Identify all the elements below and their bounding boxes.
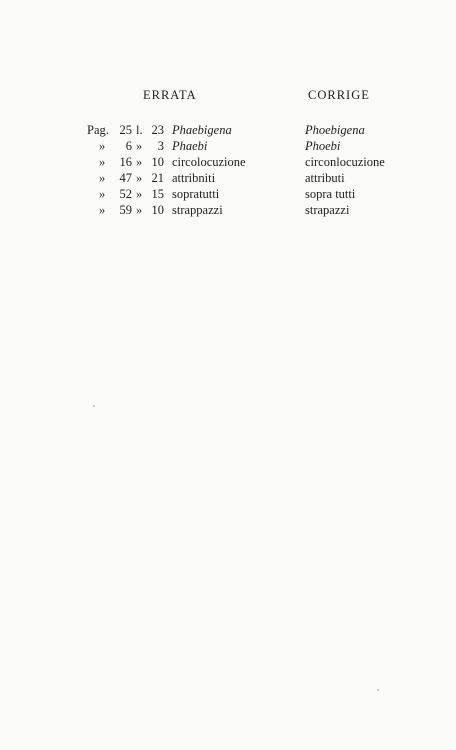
row-page-number: 16 — [119, 155, 132, 169]
row-prefix: Pag. — [87, 123, 109, 137]
row-page-number: 47 — [119, 171, 132, 185]
row-page-number: 52 — [119, 187, 132, 201]
table-row — [0, 171, 456, 186]
row-separator: » — [136, 155, 143, 169]
table-row — [0, 123, 456, 138]
row-prefix: » — [99, 171, 106, 185]
row-correction-text: attributi — [305, 171, 345, 185]
paper-speck — [377, 689, 379, 691]
row-line-number: 23 — [151, 123, 164, 137]
errata-heading: ERRATA — [143, 88, 197, 102]
corrige-heading: CORRIGE — [308, 88, 370, 102]
row-prefix: » — [99, 139, 106, 153]
row-page-number: 59 — [119, 203, 132, 217]
table-row — [0, 187, 456, 202]
row-error-text: sopratutti — [172, 187, 220, 201]
table-row — [0, 155, 456, 170]
row-error-text: attribniti — [172, 171, 216, 185]
row-line-number: 10 — [151, 155, 164, 169]
row-page-number: 25 — [119, 123, 132, 137]
row-error-text: circolocuzione — [172, 155, 246, 169]
row-separator: » — [136, 139, 143, 153]
row-prefix: » — [99, 187, 106, 201]
row-line-number: 21 — [151, 171, 164, 185]
row-separator: l. — [136, 123, 143, 137]
row-separator: » — [136, 203, 143, 217]
row-correction-text: Phoebi — [305, 139, 341, 153]
row-line-number: 3 — [157, 139, 164, 153]
row-page-number: 6 — [125, 139, 132, 153]
table-row — [0, 139, 456, 154]
row-correction-text: sopra tutti — [305, 187, 356, 201]
row-correction-text: strapazzi — [305, 203, 350, 217]
row-separator: » — [136, 171, 143, 185]
row-correction-text: Phoebigena — [305, 123, 365, 137]
table-row — [0, 203, 456, 218]
row-separator: » — [136, 187, 143, 201]
row-error-text: Phaebigena — [172, 123, 232, 137]
row-error-text: strappazzi — [172, 203, 223, 217]
paper-speck — [93, 405, 95, 407]
row-prefix: » — [99, 155, 106, 169]
row-line-number: 10 — [151, 203, 164, 217]
row-prefix: » — [99, 203, 106, 217]
row-error-text: Phaebi — [172, 139, 208, 153]
row-line-number: 15 — [151, 187, 164, 201]
row-correction-text: circonlocuzione — [305, 155, 385, 169]
